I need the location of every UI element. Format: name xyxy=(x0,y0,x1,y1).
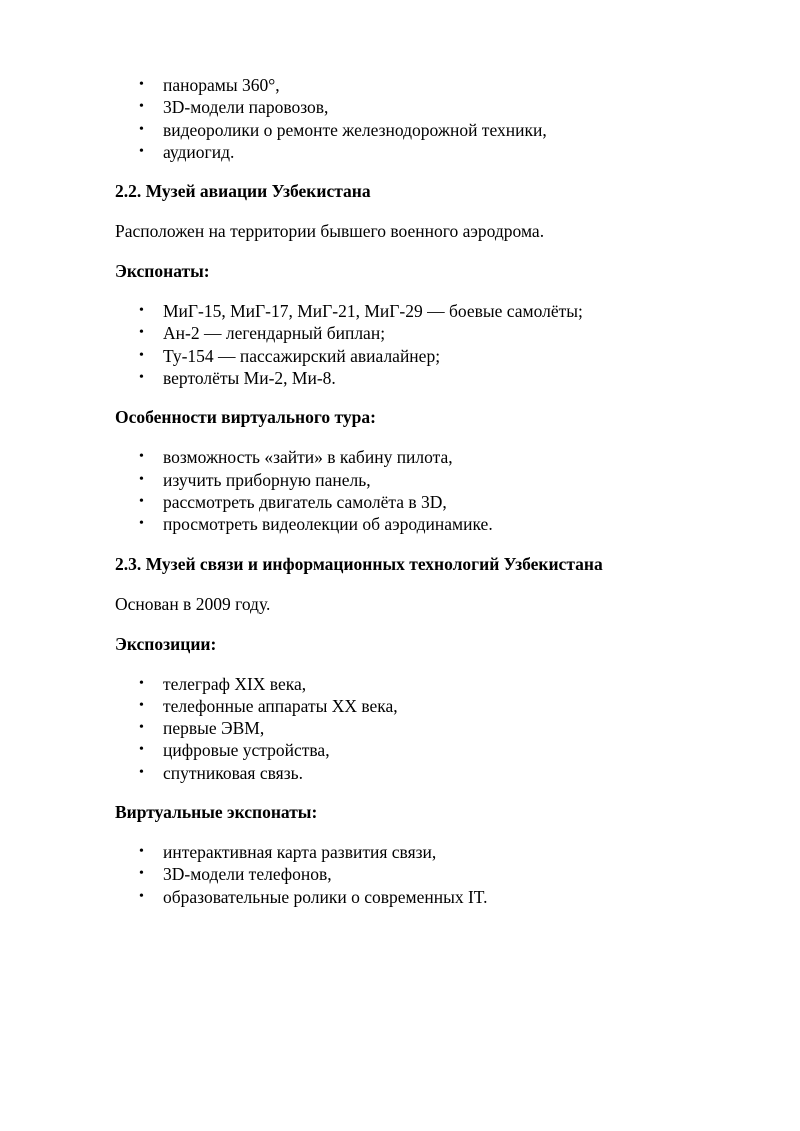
bullet-icon: • xyxy=(139,347,144,363)
list-item-text: возможность «зайти» в кабину пилота, xyxy=(163,447,453,468)
list-item xyxy=(115,367,755,389)
bullet-icon: • xyxy=(139,77,144,92)
list-item-text: образовательные ролики о современных IT. xyxy=(163,886,488,907)
list-item-text: 3D-модели телефонов, xyxy=(163,864,332,885)
list-item xyxy=(115,513,755,535)
bullet-icon: • xyxy=(139,888,144,904)
list-item xyxy=(115,717,755,739)
list-item-text: изучить приборную панель, xyxy=(163,469,371,490)
tour-features-label: Особенности виртуального тура: xyxy=(115,407,376,428)
list-item-text: просмотреть видеолекции об аэродинамике. xyxy=(163,514,493,535)
bullet-icon: • xyxy=(139,303,144,319)
exhibits-bullet-list xyxy=(115,300,755,389)
bullet-icon: • xyxy=(139,742,144,758)
list-item-text: вертолёты Ми-2, Ми-8. xyxy=(163,368,336,389)
list-item xyxy=(115,74,755,96)
bullet-icon: • xyxy=(139,866,144,882)
bullet-icon: • xyxy=(139,720,144,736)
bullet-icon: • xyxy=(139,143,144,159)
virtual-exhibits-label: Виртуальные экспонаты: xyxy=(115,802,318,823)
list-item xyxy=(115,446,755,468)
list-item xyxy=(115,863,755,885)
list-item-text: Ан-2 — легендарный биплан; xyxy=(163,323,386,344)
bullet-icon: • xyxy=(139,844,144,860)
list-item xyxy=(115,469,755,491)
list-item xyxy=(115,695,755,717)
list-item xyxy=(115,491,755,513)
list-item-text: рассмотреть двигатель самолёта в 3D, xyxy=(163,491,447,512)
list-item xyxy=(115,841,755,863)
list-item-text: телефонные аппараты XX века, xyxy=(163,695,398,716)
list-item xyxy=(115,762,755,784)
virtual-exhibits-bullet-list xyxy=(115,841,755,908)
bullet-icon: • xyxy=(139,697,144,713)
list-item xyxy=(115,739,755,761)
bullet-icon: • xyxy=(139,764,144,780)
bullet-icon: • xyxy=(139,370,144,386)
list-item xyxy=(115,300,755,322)
bullet-icon: • xyxy=(139,449,144,465)
list-item xyxy=(115,886,755,908)
document-content xyxy=(115,74,755,908)
list-item-text: панорамы 360°, xyxy=(163,75,280,95)
section-heading-communications: 2.3. Музей связи и информационных технологий Узбекистана xyxy=(115,553,603,574)
list-item xyxy=(115,141,755,163)
bullet-icon: • xyxy=(139,325,144,341)
bullet-icon: • xyxy=(139,99,144,115)
list-item-text: Ту-154 — пассажирский авиалайнер; xyxy=(163,345,441,366)
list-item-text: цифровые устройства, xyxy=(163,740,330,761)
list-item xyxy=(115,345,755,367)
bullet-icon: • xyxy=(139,516,144,532)
list-item-text: видеоролики о ремонте железнодорожной техники, xyxy=(163,119,547,140)
list-item-text: спутниковая связь. xyxy=(163,762,303,783)
list-item-text: первые ЭВМ, xyxy=(163,718,265,739)
expositions-label: Экспозиции: xyxy=(115,633,217,654)
list-item-text: интерактивная карта развития связи, xyxy=(163,842,437,863)
bullet-icon: • xyxy=(139,471,144,487)
communications-description: Основан в 2009 году. xyxy=(115,593,271,614)
list-item-text: МиГ-15, МиГ-17, МиГ-21, МиГ-29 — боевые самолёты; xyxy=(163,301,583,322)
bullet-icon: • xyxy=(139,493,144,509)
list-item-text: 3D-модели паровозов, xyxy=(163,97,329,118)
list-item xyxy=(115,322,755,344)
list-item xyxy=(115,119,755,141)
list-item-text: аудиогид. xyxy=(163,141,235,162)
exhibits-label: Экспонаты: xyxy=(115,261,210,282)
intro-bullet-list xyxy=(115,74,755,163)
tour-features-bullet-list xyxy=(115,446,755,535)
list-item xyxy=(115,96,755,118)
aviation-description: Расположен на территории бывшего военного аэродрома. xyxy=(115,221,545,242)
bullet-icon: • xyxy=(139,675,144,691)
expositions-bullet-list xyxy=(115,673,755,784)
section-heading-aviation: 2.2. Музей авиации Узбекистана xyxy=(115,181,371,202)
list-item xyxy=(115,673,755,695)
bullet-icon: • xyxy=(139,121,144,137)
list-item-text: телеграф XIX века, xyxy=(163,673,307,694)
